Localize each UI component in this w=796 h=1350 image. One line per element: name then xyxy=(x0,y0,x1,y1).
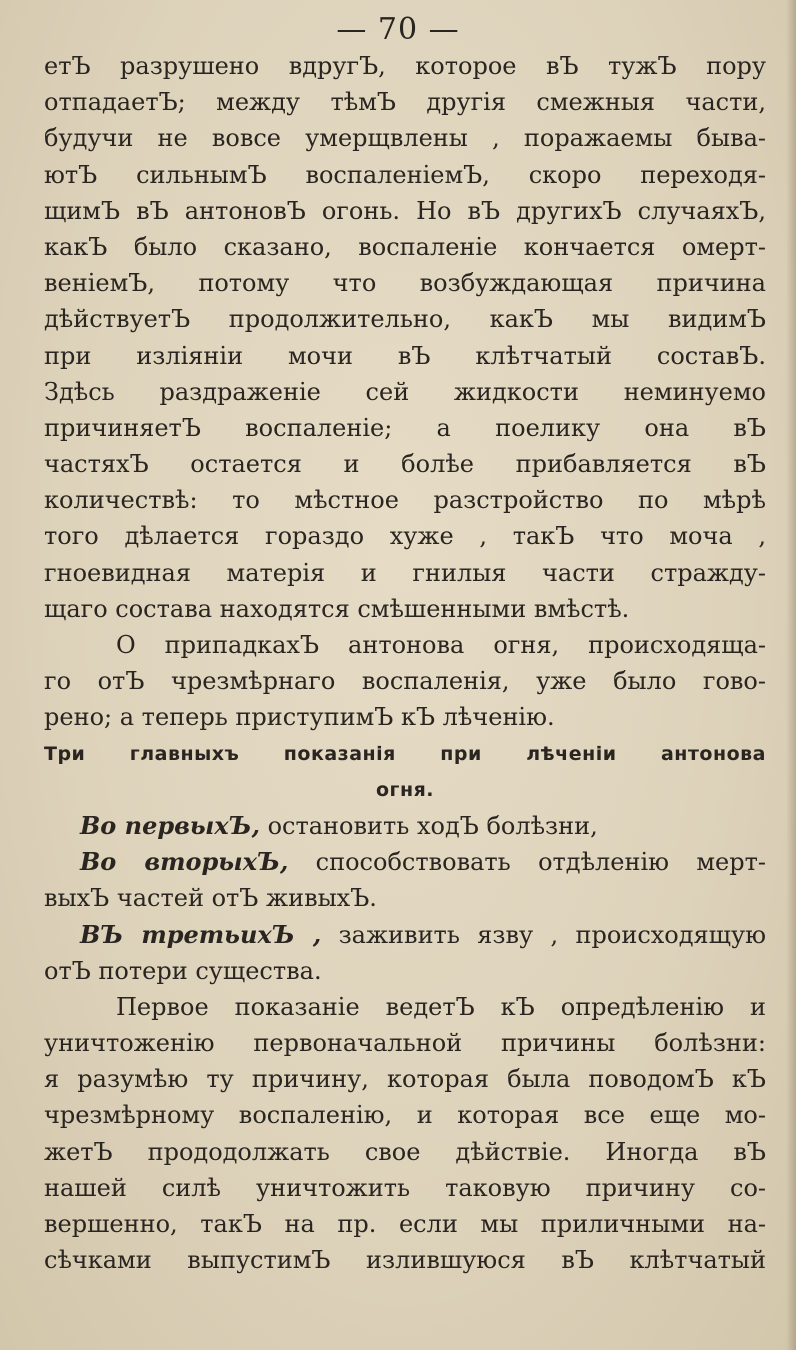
text-line: Первое показаніе ведетЪ кЪ опредѣленію и xyxy=(116,992,766,1021)
text-line: при изліяніи мочи вЪ клѣтчатый составЪ. xyxy=(44,341,766,370)
indication-text: способствовать отдѣленію мерт- xyxy=(288,848,766,877)
text-line: частяхЪ остается и болѣе прибавляется вЪ xyxy=(44,450,766,479)
page-edge-shadow xyxy=(786,0,796,1350)
indication-label: Во первыхЪ, xyxy=(80,810,260,840)
text-line: я разумѣю ту причину, которая была поводомЪ кЪ xyxy=(44,1065,766,1094)
text-line: какЪ было сказано, воспаленіе кончается омерт- xyxy=(44,232,766,261)
text-line: ютЪ сильнымЪ воспаленіемЪ, скоро переходя- xyxy=(44,160,766,189)
indication-second xyxy=(44,844,766,880)
indication-label: ВЪ третьихЪ , xyxy=(80,919,322,949)
text-line: отЪ потери существа. xyxy=(44,956,322,985)
page-number: — 70 — xyxy=(336,12,460,47)
text-line: рено; а теперь приступимЪ кЪ лѣченію. xyxy=(44,703,555,732)
section-heading-continuation: огня. xyxy=(375,778,435,801)
text-line: сѣчками выпустимЪ излившуюся вЪ клѣтчатый xyxy=(44,1246,766,1275)
indication-third xyxy=(44,917,766,953)
text-line: чрезмѣрному воспаленію, и которая все еще мо- xyxy=(44,1101,766,1130)
text-line: уничтоженію первоначальной причины болѣзни: xyxy=(44,1029,766,1058)
text-line: причиняетЪ воспаленіе; а поелику она вЪ xyxy=(44,413,766,442)
text-line: щимЪ вЪ антоновЪ огонь. Но вЪ другихЪ случаяхЪ, xyxy=(44,196,766,225)
indication-text: остановить ходЪ болѣзни, xyxy=(259,811,598,840)
text-line: дѣйствуетЪ продолжительно, какЪ мы видимЪ xyxy=(44,305,766,334)
text-line: О припадкахЪ антонова огня, происходяща- xyxy=(116,631,766,659)
text-line: нашей силѣ уничтожить таковую причину со- xyxy=(44,1173,766,1202)
text-line: щаго состава находятся смѣшенными вмѣстѣ. xyxy=(44,594,630,623)
text-line: жетЪ прододолжать свое дѣйствіе. Иногда вЪ xyxy=(44,1137,766,1166)
text-line: того дѣлается гораздо хуже , такЪ что моча , xyxy=(44,522,766,551)
indication-label: Во вторыхЪ, xyxy=(80,847,289,877)
indication-text: заживить язву , происходящую xyxy=(321,920,766,949)
body-text xyxy=(44,48,766,1278)
text-line: гноевидная матерія и гнилыя части стражду- xyxy=(44,558,766,587)
text-line: количествѣ: то мѣстное разстройство по мѣрѣ xyxy=(44,486,766,515)
section-heading: Три главныхъ показанія при лѣченіи антонова xyxy=(44,742,766,765)
text-line: Здѣсь раздраженіе сей жидкости неминуемо xyxy=(44,377,766,406)
text-line: вершенно, такЪ на пр. если мы приличными на- xyxy=(44,1210,766,1238)
text-line: отпадаетЪ; между тѣмЪ другія смежныя части, xyxy=(44,88,766,117)
text-line: выхЪ частей отЪ живыхЪ. xyxy=(44,884,377,913)
indication-first xyxy=(44,808,766,844)
text-line: етЪ разрушено вдругЪ, которое вЪ тужЪ пору xyxy=(44,52,766,80)
text-line: го отЪ чрезмѣрнаго воспаленія, уже было гово- xyxy=(44,667,766,696)
text-line: веніемЪ, потому что возбуждающая причина xyxy=(44,269,766,298)
text-line: будучи не вовсе умерщвлены , поражаемы быва- xyxy=(44,124,766,153)
